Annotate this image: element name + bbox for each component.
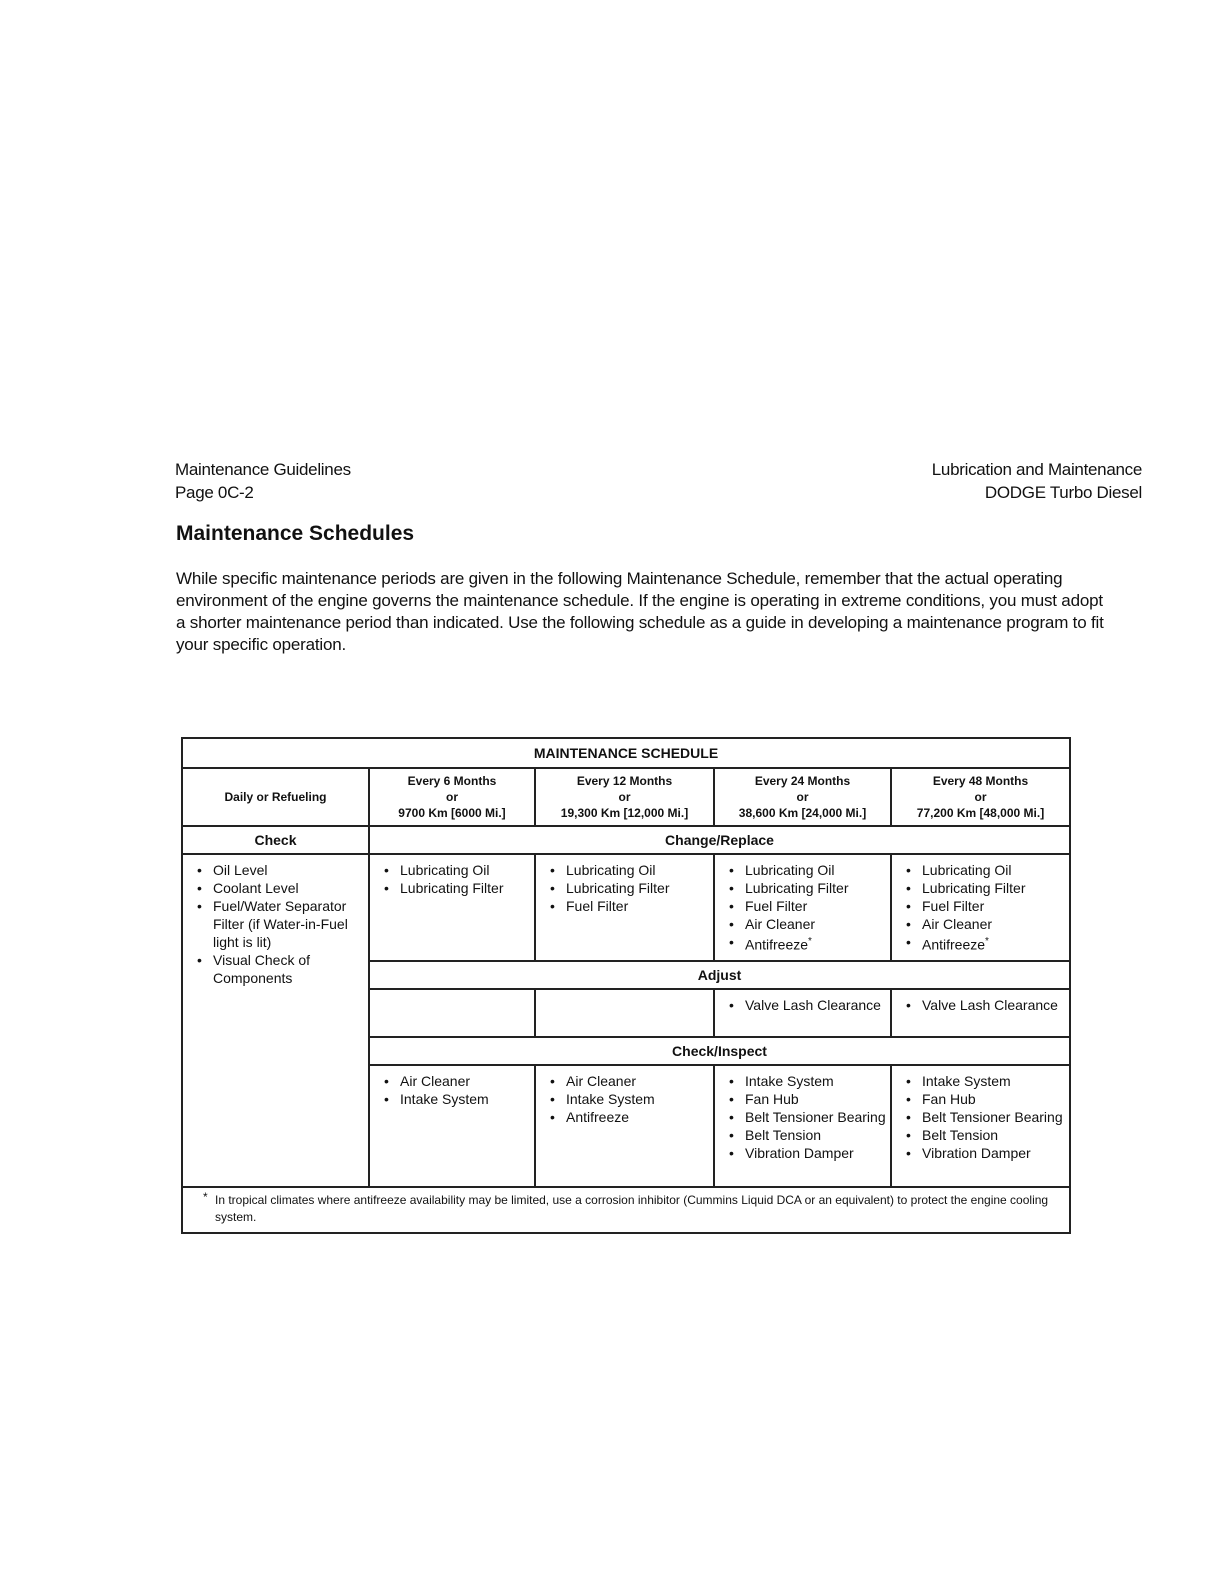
list-item: • Lubricating Filter xyxy=(729,879,886,897)
change-6-months-cell xyxy=(369,854,535,961)
column-header-6-months: Every 6 Months or 9700 Km [6000 Mi.] xyxy=(369,768,535,826)
inspect-12-months-cell xyxy=(535,1065,714,1187)
inspect-6-months-cell xyxy=(369,1065,535,1187)
list-item: • Fuel Filter xyxy=(906,897,1065,915)
list-item: • Belt Tensioner Bearing xyxy=(729,1108,886,1126)
check-label: Check xyxy=(182,826,369,854)
check-inspect-label: Check/Inspect xyxy=(369,1037,1070,1065)
list-item: • Lubricating Filter xyxy=(906,879,1065,897)
list-item: • Lubricating Filter xyxy=(384,879,530,897)
list-item: • Vibration Damper xyxy=(729,1144,886,1162)
maintenance-schedule-table xyxy=(181,737,1071,1234)
list-item: • Valve Lash Clearance xyxy=(906,996,1065,1014)
list-item: • Air Cleaner xyxy=(906,915,1065,933)
daily-items-cell xyxy=(182,854,369,1187)
table-footnote xyxy=(182,1187,1070,1233)
list-item: • Air Cleaner xyxy=(550,1072,709,1090)
list-item: • Fan Hub xyxy=(906,1090,1065,1108)
list-item: • Air Cleaner xyxy=(729,915,886,933)
adjust-48-months-cell xyxy=(891,989,1070,1037)
change-48-months-cell xyxy=(891,854,1070,961)
column-header-12-months: Every 12 Months or 19,300 Km [12,000 Mi.] xyxy=(535,768,714,826)
list-item: • Coolant Level xyxy=(197,879,364,897)
adjust-12-months-cell xyxy=(535,989,714,1037)
list-item: • Fuel/Water Separator Filter (if Water-in-Fuel light is lit) xyxy=(197,897,364,951)
list-item: • Belt Tension xyxy=(729,1126,886,1144)
header-page-number: Page 0C-2 xyxy=(175,483,254,502)
list-item: • Fan Hub xyxy=(729,1090,886,1108)
list-item: • Lubricating Filter xyxy=(550,879,709,897)
intro-paragraph: While specific maintenance periods are given in the following Maintenance Schedule, remember that the actual operating environment of the engine governs the maintenance schedule. If the engine is operating in extreme conditions, you must adopt a shorter maintenance period than indicated. Use the following schedule as a guide in developing a maintenance program to fit your specific operation. xyxy=(176,569,1104,654)
inspect-24-months-cell xyxy=(714,1065,891,1187)
list-item: • Air Cleaner xyxy=(384,1072,530,1090)
list-item: • Belt Tensioner Bearing xyxy=(906,1108,1065,1126)
list-item: • Fuel Filter xyxy=(550,897,709,915)
change-24-months-cell xyxy=(714,854,891,961)
page-header-right xyxy=(932,458,1142,504)
table-caption: MAINTENANCE SCHEDULE xyxy=(182,738,1070,768)
list-item: • Antifreeze* xyxy=(729,933,886,954)
list-item: • Lubricating Oil xyxy=(729,861,886,879)
header-section-name: Maintenance Guidelines xyxy=(175,460,351,479)
inspect-48-months-cell xyxy=(891,1065,1070,1187)
footnote-text: In tropical climates where antifreeze availability may be limited, use a corrosion inhibitor (Cummins Liquid DCA or an equivalent) to protect the engine cooling system. xyxy=(215,1192,1049,1224)
footnote-marker: * xyxy=(985,936,989,947)
list-item: • Lubricating Oil xyxy=(906,861,1065,879)
column-header-24-months: Every 24 Months or 38,600 Km [24,000 Mi.] xyxy=(714,768,891,826)
page-header-left xyxy=(175,458,351,504)
list-item: • Fuel Filter xyxy=(729,897,886,915)
footnote-marker: * xyxy=(808,936,812,947)
change-12-months-cell xyxy=(535,854,714,961)
list-item: • Lubricating Oil xyxy=(384,861,530,879)
list-item: • Visual Check of Components xyxy=(197,951,364,987)
adjust-24-months-cell xyxy=(714,989,891,1037)
change-replace-label: Change/Replace xyxy=(369,826,1070,854)
column-header-daily: Daily or Refueling xyxy=(182,768,369,826)
list-item: • Intake System xyxy=(384,1090,530,1108)
list-item: • Intake System xyxy=(550,1090,709,1108)
header-chapter-title: Lubrication and Maintenance xyxy=(931,460,1142,479)
list-item: • Intake System xyxy=(729,1072,886,1090)
adjust-label: Adjust xyxy=(369,961,1070,989)
list-item: • Valve Lash Clearance xyxy=(729,996,886,1014)
section-title: Maintenance Schedules xyxy=(176,522,415,545)
list-item: • Vibration Damper xyxy=(906,1144,1065,1162)
list-item: • Intake System xyxy=(906,1072,1065,1090)
list-item: • Belt Tension xyxy=(906,1126,1065,1144)
list-item: • Oil Level xyxy=(197,861,364,879)
header-product-name: DODGE Turbo Diesel xyxy=(984,483,1142,502)
list-item: • Lubricating Oil xyxy=(550,861,709,879)
footnote-marker: * xyxy=(203,1189,208,1204)
adjust-6-months-cell xyxy=(369,989,535,1037)
column-header-48-months: Every 48 Months or 77,200 Km [48,000 Mi.] xyxy=(891,768,1070,826)
list-item: • Antifreeze xyxy=(550,1108,709,1126)
list-item: • Antifreeze* xyxy=(906,933,1065,954)
